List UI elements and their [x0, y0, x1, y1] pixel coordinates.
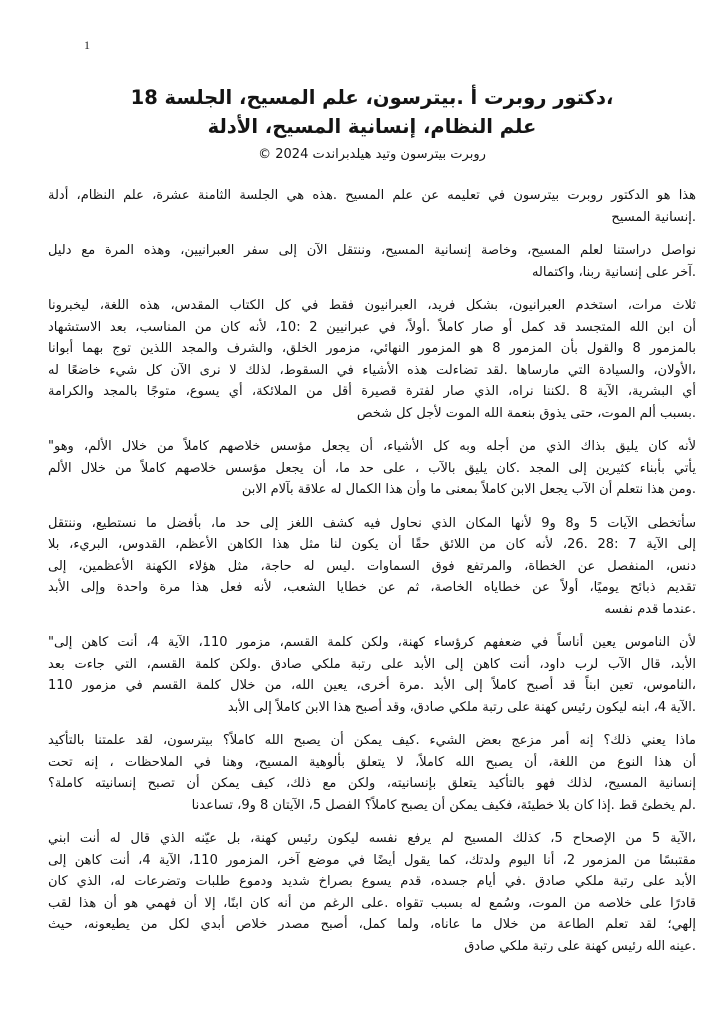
text-line: .آخر على إنسانية ربنا، واكتماله	[531, 264, 696, 280]
paragraph	[48, 828, 696, 957]
text-line: الأبد على رتبة ملكي صادق .في أيام جسده، قدم يسوع بصراخ شديد ودموع طلبات وتضرعات له، الذي كان	[48, 874, 696, 889]
paragraph	[48, 513, 696, 621]
text-line: .الآية 4، ابنه ليكون رئيس كهنة على رتبة ملكي صادق، وقد أصبح هذا الابن كاملاً إلى الأبد	[227, 699, 696, 715]
text-line: دنس، المنفصل عن الخطاة، والمرتفع فوق السماوات .ليس له حاجة، مثل هؤلاء الكهنة الأعظمين، إلى	[48, 558, 696, 574]
paragraph	[48, 295, 696, 424]
document-title-line-2: علم النظام، إنسانية المسيح، الأدلة	[207, 114, 537, 138]
text-line: ثلاث مرات، استخدم العبرانيون، بشكل فريد، العبرانيون فقط في كل الكتاب المقدس، هذه اللغة، ليخبرونا	[48, 298, 696, 313]
text-line: لأنه كان يليق بذاك الذي من أجله وبه كل الأشياء، أن يجعل مؤسس خلاصهم كاملاً من خلال الألم، وهو"	[48, 439, 696, 454]
document-title-line-1: ،دكتور روبرت أ .بيترسون، علم المسيح، الجلسة 18	[130, 86, 614, 109]
text-line: الأبد، قال الآب لرب داود، أنت كاهن إلى الأبد على رتبة ملكي صادق .ولكن كلمة القسم، التي جاءت بعد	[48, 656, 696, 672]
paragraph	[48, 240, 696, 283]
paragraph	[48, 185, 696, 228]
text-line: مقتبسًا من المزمور 2، أنا اليوم ولدتك، كما يقول أيضًا في موضع آخر، المزمور 110، الآية 4، أنت كاهن إلى	[48, 852, 697, 868]
body-text	[48, 185, 696, 969]
text-line: نواصل دراستنا لعلم المسيح، وخاصة إنسانية المسيح، وننتقل الآن إلى سفر العبرانيين، وهذه المرة مع دليل	[48, 243, 696, 258]
text-line: أن هذا النوع من اللغة، أن يصبح الله كاملاً، لا يتعلق بألوهية المسيح، وهنا في الملاحظات ، إنه تحت	[48, 754, 696, 770]
page-number: 1	[84, 38, 90, 52]
text-line: إلهي؛ لقد تعلم الطاعة من خلال ما عاناه، ولما كمل، أصبح مصدر خلاص أبدي لكل من يطيعونه، حيث	[48, 917, 696, 932]
text-line: .ومن هذا نتعلم أن الآب يجعل الابن كاملاً بمعنى ما وأن هذا الكمال له علاقة بآلام الابن	[241, 482, 696, 497]
text-line: ،الناموس، تعين ابناً قد أصبح كاملاً إلى الأبد .مرة أخرى، يعين الله، من خلال كلمة القسم في مزمور 110	[48, 678, 696, 693]
text-line: إلى الآية 7 :28 .26، لأنه كان من اللائق حقًا أن يكون لنا مثل هذا الكاهن الأعظم، القدوس، البريء، بلا	[48, 537, 697, 552]
text-line: بالمزمور 8 والقول بأن المزمور 8 هو المزمور النهائي، مزمور الخلق، والشرف والمجد اللذين توج بهما أبوانا	[48, 341, 696, 356]
text-line: ،الأولان، والسيادة التي مارساها .لقد تضاءلت هذه الأشياء في السقوط، لذلك لا نرى الآن كل شيء خاضعًا له	[48, 362, 696, 378]
text-line: .لم يخطئ قط .إذا كان بلا خطيئة، فكيف يمكن أن يصبح كاملاً؟ الفصل 5، الآيتان 8 و9، تساعدنا	[191, 797, 696, 813]
paragraph	[48, 730, 696, 816]
text-line: .بسبب ألم الموت، حتى يذوق بنعمة الله الموت لأجل كل شخص	[356, 405, 696, 421]
document-header	[48, 84, 696, 165]
text-line: أي البشرية، الآية 8 .لكننا نراه، الذي صار لفترة قصيرة أقل من الملائكة، أي يسوع، متوجًا بالمجد والكرامة	[48, 384, 696, 399]
copyright-line: روبرت بيترسون وتيد هيلدبراندت 2024 ©	[258, 147, 486, 162]
text-line: أن ابن الله المتجسد قد كمل أو صار كاملاً .أولاً، في عبرانيين 2 :10، لأنه كان من المناسب، بعد الاستشهاد	[48, 319, 696, 335]
text-line: سأتخطى الآيات 5 و8 و9 لأنها المكان الذي نحاول فيه كشف اللغز إلى حد ما، بأفضل ما نستطيع، وننتقل	[48, 515, 696, 531]
paragraph	[48, 632, 696, 718]
text-line: .إنسانية المسيح	[611, 209, 696, 225]
text-line: قادرًا على خلاصه من الموت، وسُمع له بسبب تقواه .على الرغم من أنه كان ابنًا، إلا أن فهمي هو أن هذا لقب	[48, 895, 696, 911]
text-line: ،الآية 5 من الإصحاح 5، كذلك المسيح لم يرفع نفسه ليكون رئيس كهنة، بل عيّنه الذي قال له أنت ابني	[48, 831, 696, 846]
text-line: ماذا يعني ذلك؟ إنه أمر مزعج بعض الشيء .كيف يمكن أن يصبح الله كاملاً؟ بيترسون، لقد علمتنا بالتأكيد	[48, 733, 696, 748]
text-line: .عينه الله رئيس كهنة على رتبة ملكي صادق	[464, 938, 696, 954]
text-line: لأن الناموس يعين أناساً في ضعفهم كرؤساء كهنة، ولكن كلمة القسم، مزمور 110، الآية 4، أنت كاهن إلى"	[48, 635, 696, 650]
text-line: تقديم ذبائح يوميًا، أولاً عن خطاياه الخاصة، ثم عن خطايا الشعب، لأنه فعل هذا مرة واحدة وإلى الأبد	[48, 580, 696, 595]
text-line: إنسانية المسيح، لذلك فهو بالتأكيد يتعلق بإنسانيته، ولكن مع ذلك، كيف يمكن أن تصبح إنسانيته كاملة؟	[48, 776, 696, 791]
text-line: هذا هو الدكتور روبرت بيترسون في تعليمه عن علم المسيح .هذه هي الجلسة الثامنة عشرة، علم النظام، أدلة	[48, 188, 696, 203]
text-line: .عندما قدم نفسه	[604, 601, 696, 617]
paragraph	[48, 436, 696, 501]
text-line: يأتي بأبناء كثيرين إلى المجد .كان يليق بالآب ، على حد ما، أن يجعل مؤسس خلاصهم كاملاً من خلال الألم	[48, 460, 696, 476]
